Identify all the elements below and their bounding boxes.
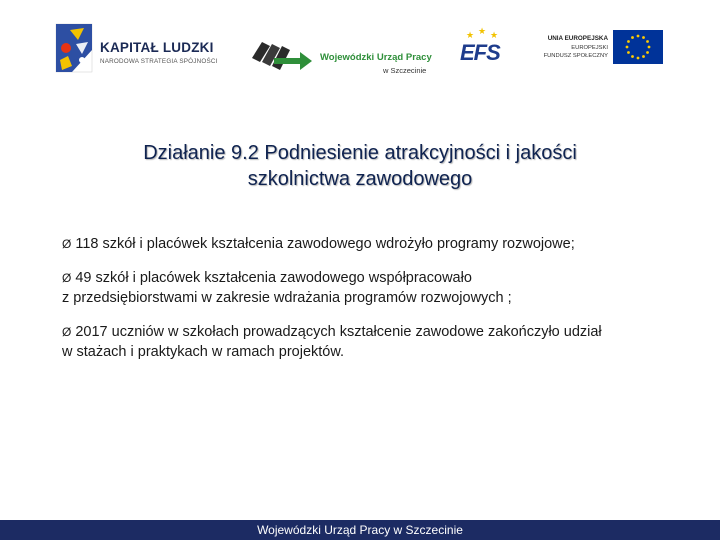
bullet-text: 2017 uczniów w szkołach prowadzących kształcenie zawodowe zakończyło udział <box>75 324 602 340</box>
svg-text:★: ★ <box>478 27 487 37</box>
wup-logo <box>248 28 438 78</box>
bullet-arrow-icon: Ø <box>62 237 72 251</box>
eu-star-icon <box>646 51 649 54</box>
footer-text: Wojewódzki Urząd Pracy w Szczecinie <box>257 523 463 537</box>
eu-fund-line2: FUNDUSZ SPOŁECZNY <box>543 53 608 59</box>
kapital-ludzki-logo <box>52 20 227 76</box>
bullet-list <box>62 234 662 376</box>
logo-bar <box>0 14 720 84</box>
eu-star-icon <box>646 40 649 43</box>
bullet-text: 118 szkół i placówek kształcenia zawodowego wdrożyło programy rozwojowe; <box>75 236 575 252</box>
slide-title-line2: szkolnictwa zawodowego <box>247 168 473 190</box>
bullet-item <box>62 268 662 308</box>
slide-title <box>40 140 680 192</box>
bullet-item <box>62 322 662 362</box>
eu-star-icon <box>637 57 640 60</box>
eu-star-icon <box>637 35 640 38</box>
bullet-text-continued: z przedsiębiorstwami w zakresie wdrażania programów rozwojowych ; <box>62 290 512 306</box>
kapital-ludzki-subtitle: NARODOWA STRATEGIA SPÓJNOŚCI <box>100 58 218 65</box>
bullet-arrow-icon: Ø <box>62 271 72 285</box>
bullet-text-continued: w stażach i praktykach w ramach projektów. <box>62 344 345 360</box>
svg-text:★: ★ <box>490 31 499 41</box>
eu-star-icon <box>642 36 645 39</box>
eu-star-icon <box>627 51 630 54</box>
eu-logo <box>536 30 666 70</box>
wup-city: w Szczecinie <box>383 66 427 75</box>
wup-emblem-icon <box>248 28 316 74</box>
eu-star-icon <box>648 46 651 49</box>
slide-title-line1: Działanie 9.2 Podniesienie atrakcyjności i jakości <box>143 142 577 164</box>
footer-bar <box>0 520 720 540</box>
eu-name: UNIA EUROPEJSKA <box>547 35 608 42</box>
efs-logo <box>456 26 516 76</box>
eu-fund-line1: EUROPEJSKI <box>571 45 608 51</box>
eu-flag-icon <box>613 30 663 64</box>
eu-star-icon <box>626 46 629 49</box>
eu-star-icon <box>627 40 630 43</box>
bullet-item <box>62 234 662 254</box>
eu-star-icon <box>631 36 634 39</box>
kapital-ludzki-name: KAPITAŁ LUDZKI <box>100 40 214 55</box>
bullet-arrow-icon: Ø <box>62 325 72 339</box>
svg-text:★: ★ <box>466 31 475 41</box>
eu-star-icon <box>642 55 645 58</box>
kapital-ludzki-emblem-icon <box>52 20 96 76</box>
efs-text: EFS <box>460 40 500 65</box>
wup-name: Wojewódzki Urząd Pracy <box>320 52 432 63</box>
bullet-text: 49 szkół i placówek kształcenia zawodowego współpracowało <box>75 270 472 286</box>
eu-star-icon <box>631 55 634 58</box>
